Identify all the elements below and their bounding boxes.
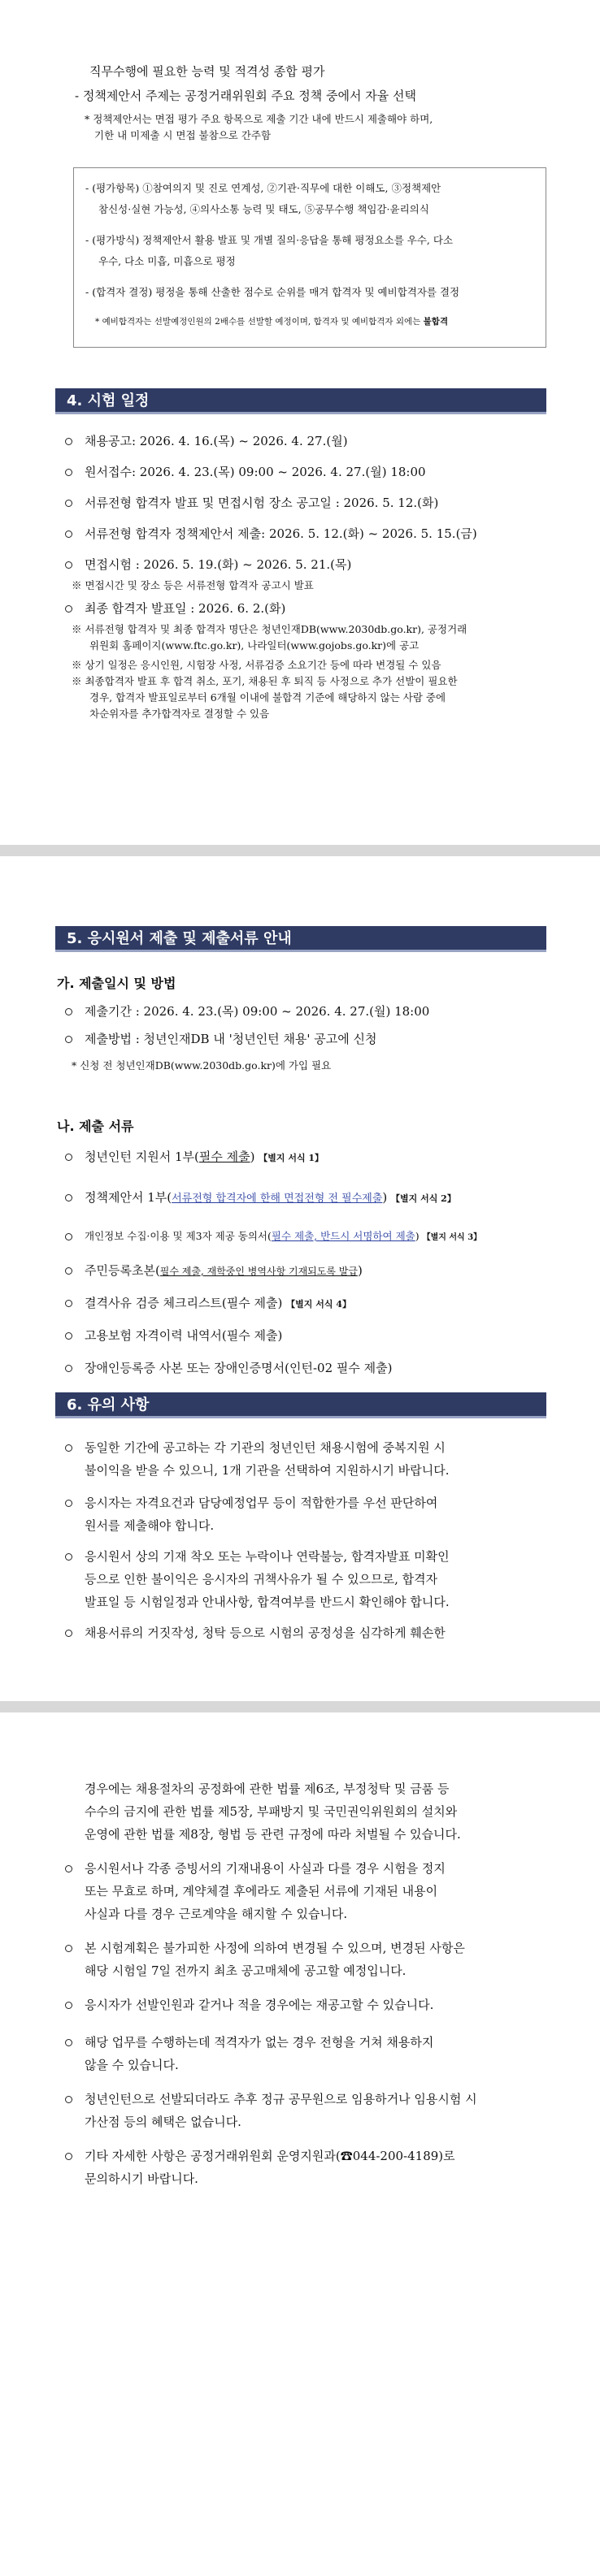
notice-line: 응시원서 상의 기재 착오 또는 누락이나 연락불능, 합격자발표 미확인 <box>85 1549 450 1564</box>
evaluation-box <box>73 167 546 348</box>
doc-text: 주민등록초본( <box>85 1263 160 1278</box>
doc-text: ) <box>357 1263 363 1278</box>
bullet-icon <box>65 469 72 476</box>
bullet-icon <box>65 1332 72 1340</box>
bullet-icon <box>65 530 72 538</box>
bullet-icon <box>65 2153 72 2160</box>
doc-emphasis: 서류전형 합격자에 한해 면접전형 전 필수제출 <box>172 1193 383 1205</box>
schedule-note: ※ 서류전형 합격자 및 최종 합격자 명단은 청년인재DB(www.2030db.go.kr), 공정거래 <box>72 623 467 635</box>
box-note <box>95 314 448 329</box>
notice-line: 사실과 다를 경우 근로계약을 해지할 수 있습니다. <box>85 1907 348 1921</box>
schedule-item: 채용공고: 2026. 4. 16.(목) ~ 2026. 4. 27.(월) <box>85 434 348 448</box>
notice-line: 가산점 등의 혜택은 없습니다. <box>85 2115 241 2129</box>
bullet-icon <box>65 2096 72 2103</box>
form-tag: 【별지 서식 2】 <box>391 1193 456 1204</box>
notice-line: 청년인턴으로 선발되더라도 추후 정규 공무원으로 임용하거나 임용시험 시 <box>85 2092 477 2106</box>
form-tag: 【별지 서식 4】 <box>286 1299 351 1310</box>
doc-text: ) <box>382 1190 388 1205</box>
notice-line: 원서를 제출해야 합니다. <box>85 1518 215 1533</box>
schedule-note: 차순위자를 추가합격자로 결정할 수 있음 <box>89 708 270 720</box>
notice-line: 또는 무효로 하며, 계약체결 후에라도 제출된 서류에 기재된 내용이 <box>85 1884 438 1898</box>
bullet-icon <box>65 2002 72 2009</box>
bullet-icon <box>65 438 72 445</box>
bullet-icon <box>65 1233 72 1240</box>
bullet-icon <box>65 605 72 613</box>
bullet-icon <box>65 1444 72 1452</box>
note-line: * 정책제안서는 면접 평가 주요 항목으로 제출 기간 내에 반드시 제출해야 하며, <box>85 113 433 125</box>
page-1 <box>0 0 600 845</box>
doc-text: 개인정보 수집·이용 및 제3자 제공 동의서( <box>85 1230 272 1242</box>
notice-line: 발표일 등 시험일정과 안내사항, 합격여부를 반드시 확인해야 합니다. <box>85 1595 450 1609</box>
application-item: 제출기간 : 2026. 4. 23.(목) 09:00 ~ 2026. 4. 27.(월) 18:00 <box>85 1004 430 1019</box>
application-item: 제출방법 : 청년인재DB 내 '청년인턴 채용' 공고에 신청 <box>85 1032 377 1046</box>
bullet-icon <box>65 1365 72 1372</box>
page-2 <box>0 856 600 1701</box>
bullet-icon <box>65 561 72 569</box>
notice-line: 본 시험계획은 불가피한 사정에 의하여 변경될 수 있으며, 변경된 사항은 <box>85 1941 465 1955</box>
bullet-icon <box>65 1865 72 1872</box>
doc-text: ) <box>415 1230 420 1242</box>
bullet-icon <box>65 1194 72 1201</box>
bullet-icon <box>65 500 72 507</box>
box-note-text: * 예비합격자는 선발예정인원의 2배수를 선발할 예정이며, 합격자 및 예비합격자 외에는 <box>95 317 424 327</box>
document-item <box>85 1262 363 1279</box>
bullet-icon <box>65 1267 72 1275</box>
box-line: - (평가항목) ①참여의지 및 진로 연계성, ②기관·직무에 대한 이해도, ③정책제안 <box>85 182 441 194</box>
section-header-application: 5. 응시원서 제출 및 제출서류 안내 <box>55 926 546 952</box>
schedule-note: ※ 면접시간 및 장소 등은 서류전형 합격자 공고시 발표 <box>72 579 314 591</box>
bullet-icon <box>65 1154 72 1161</box>
notice-line: 경우에는 채용절차의 공정화에 관한 법률 제6조, 부정청탁 및 금품 등 <box>85 1782 450 1796</box>
bullet-icon <box>65 1553 72 1561</box>
notice-line: 해당 시험일 7일 전까지 최초 공고매체에 공고할 예정입니다. <box>85 1963 407 1978</box>
notice-line: 운영에 관한 법률 제8장, 형법 등 관련 규정에 따라 처벌될 수 있습니다. <box>85 1827 461 1842</box>
bullet-icon <box>65 1036 72 1043</box>
bullet-icon <box>65 1945 72 1952</box>
document-item: 고용보험 자격이력 내역서(필수 제출) <box>85 1328 283 1343</box>
document-item: 장애인등록증 사본 또는 장애인증명서(인턴-02 필수 제출) <box>85 1361 393 1375</box>
box-line: - (합격자 결정) 평정을 통해 산출한 점수로 순위를 매겨 합격자 및 예비합격자를 결정 <box>85 286 460 298</box>
schedule-note: 위원회 홈페이지(www.ftc.go.kr), 나라일터(www.gojobs.go.kr)에 공고 <box>89 639 420 652</box>
text-line: - 정책제안서 주제는 공정거래위원회 주요 정책 중에서 자율 선택 <box>75 89 416 103</box>
box-line: 참신성·실현 가능성, ④의사소통 능력 및 태도, ⑤공무수행 책임감·윤리의식 <box>98 203 429 215</box>
schedule-note: ※ 상기 일정은 응시인원, 시험장 사정, 서류검증 소요기간 등에 따라 변경될 수 있음 <box>72 659 441 671</box>
notice-line: 불이익을 받을 수 있으니, 1개 기관을 선택하여 지원하시기 바랍니다. <box>85 1463 450 1478</box>
doc-emphasis: 필수 제출 <box>198 1149 250 1164</box>
form-tag: 【별지 서식 1】 <box>259 1153 324 1163</box>
doc-text: 정책제안서 1부( <box>85 1190 172 1205</box>
bullet-icon <box>65 1630 72 1637</box>
notice-line: 응시원서나 각종 증빙서의 기재내용이 사실과 다를 경우 시험을 정지 <box>85 1861 446 1876</box>
notice-line: 동일한 기간에 공고하는 각 기관의 청년인턴 채용시험에 중복지원 시 <box>85 1440 446 1455</box>
note-line: 기한 내 미제출 시 면접 불참으로 간주함 <box>94 129 272 141</box>
notice-line: 응시자는 자격요건과 담당예정업무 등이 적합한가를 우선 판단하여 <box>85 1496 438 1510</box>
section-header-schedule: 4. 시험 일정 <box>55 388 546 414</box>
bullet-icon <box>65 1500 72 1507</box>
schedule-item: 서류전형 합격자 발표 및 면접시험 장소 공고일 : 2026. 5. 12.(화) <box>85 496 439 510</box>
page-separator <box>0 845 600 856</box>
notice-line: 기타 자세한 사항은 공정거래위원회 운영지원과(☎044-200-4189)로 <box>85 2149 455 2163</box>
page-3 <box>0 1712 600 2576</box>
doc-text: 결격사유 검증 체크리스트(필수 제출) <box>85 1296 283 1310</box>
schedule-note: ※ 최종합격자 발표 후 합격 취소, 포기, 채용된 후 퇴직 등 사정으로 추가 선발이 필요한 <box>72 675 458 687</box>
doc-emphasis: 필수 제출, 재학중인 병역사항 기재되도록 발급 <box>159 1266 358 1277</box>
bullet-icon <box>65 1300 72 1307</box>
application-note: * 신청 전 청년인재DB(www.2030db.go.kr)에 가입 필요 <box>72 1059 332 1072</box>
bullet-icon <box>65 2039 72 2046</box>
page-separator <box>0 1701 600 1712</box>
doc-emphasis: 필수 제출, 반드시 서명하여 제출 <box>271 1230 415 1242</box>
notice-line: 등으로 인한 불이익은 응시자의 귀책사유가 될 수 있으므로, 합격자 <box>85 1572 438 1587</box>
subsection-title: 나. 제출 서류 <box>57 1119 134 1134</box>
bullet-icon <box>65 1008 72 1015</box>
subsection-title: 가. 제출일시 및 방법 <box>57 976 176 991</box>
box-note-bold: 불합격 <box>423 317 449 327</box>
doc-text: 청년인턴 지원서 1부( <box>85 1149 199 1164</box>
box-line: 우수, 다소 미흡, 미흡으로 평정 <box>98 255 236 267</box>
schedule-item: 원서접수: 2026. 4. 23.(목) 09:00 ~ 2026. 4. 27.(월) 18:00 <box>85 465 426 479</box>
form-tag: 【별지 서식 3】 <box>422 1233 482 1242</box>
notice-line: 않을 수 있습니다. <box>85 2058 179 2072</box>
schedule-item: 면접시험 : 2026. 5. 19.(화) ~ 2026. 5. 21.(목) <box>85 557 352 572</box>
section-header-notice: 6. 유의 사항 <box>55 1392 546 1418</box>
schedule-note: 경우, 합격자 발표일로부터 6개월 이내에 불합격 기준에 해당하지 않는 사람 중에 <box>89 691 446 704</box>
notice-line: 채용서류의 거짓작성, 청탁 등으로 시험의 공정성을 심각하게 훼손한 <box>85 1626 446 1640</box>
schedule-item: 서류전형 합격자 정책제안서 제출: 2026. 5. 12.(화) ~ 2026. 5. 15.(금) <box>85 526 477 541</box>
box-line: - (평가방식) 정책제안서 활용 발표 및 개별 질의·응답을 통해 평정요소를 우수, 다소 <box>85 234 454 246</box>
document-item <box>85 1295 351 1313</box>
notice-line: 응시자가 선발인원과 같거나 적을 경우에는 재공고할 수 있습니다. <box>85 1998 434 2012</box>
schedule-item: 최종 합격자 발표일 : 2026. 6. 2.(화) <box>85 601 286 616</box>
doc-text: ) <box>250 1149 255 1164</box>
document-item <box>85 1189 456 1207</box>
notice-line: 문의하시기 바랍니다. <box>85 2171 198 2186</box>
notice-line: 수수의 금지에 관한 법률 제5장, 부패방지 및 국민권익위원회의 설치와 <box>85 1804 458 1819</box>
notice-line: 해당 업무를 수행하는데 적격자가 없는 경우 전형을 거쳐 채용하지 <box>85 2035 434 2050</box>
document-item <box>85 1228 481 1246</box>
text-line: 직무수행에 필요한 능력 및 적격성 종합 평가 <box>89 64 325 79</box>
document-item <box>85 1149 324 1167</box>
